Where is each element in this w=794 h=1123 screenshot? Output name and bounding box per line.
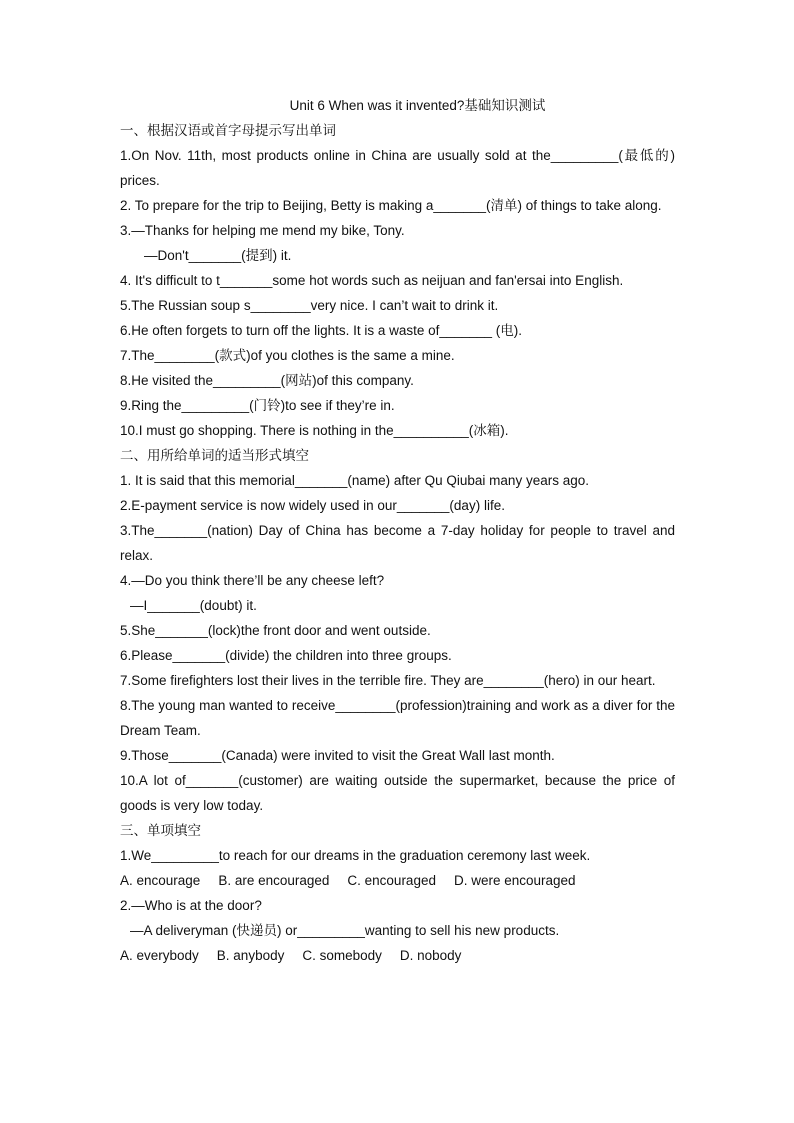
s3-q1-options [120,868,675,893]
page-title: Unit 6 When was it invented?基础知识测试 [289,98,546,113]
s2-item-7: 7.Some firefighters lost their lives in the terrible fire. They are________(hero) in our heart. [120,673,656,688]
section-3-heading: 三、单项填空 [120,823,201,838]
s1-item-3: 3.—Thanks for helping me mend my bike, Tony. [120,223,405,238]
s2-item-3: 3.The_______(nation) Day of China has become a 7-day holiday for people to travel and relax. [120,523,675,563]
s1-item-4: 4. It's difficult to t_______some hot words such as neijuan and fan'ersai into English. [120,273,624,288]
section-1-heading: 一、根据汉语或首字母提示写出单词 [120,123,336,138]
s1-item-2: 2. To prepare for the trip to Beijing, Betty is making a_______(清单) of things to take along. [120,198,662,213]
s1-item-8: 8.He visited the_________(网站)of this company. [120,373,414,388]
s3-q1-option-c: C. encouraged [347,873,436,888]
s2-item-9: 9.Those_______(Canada) were invited to visit the Great Wall last month. [120,748,555,763]
s3-q1-option-a: A. encourage [120,873,201,888]
s3-q2-stem: 2.—Who is at the door? [120,898,262,913]
s2-item-2: 2.E-payment service is now widely used in our_______(day) life. [120,498,505,513]
s3-q2-options [120,943,675,968]
s2-item-5: 5.She_______(lock)the front door and went outside. [120,623,431,638]
s2-item-1: 1. It is said that this memorial_______(name) after Qu Qiubai many years ago. [120,473,589,488]
s2-item-6: 6.Please_______(divide) the children into three groups. [120,648,452,663]
s2-item-10: 10.A lot of_______(customer) are waiting outside the supermarket, because the price of goods is very low today. [120,773,675,813]
section-2-heading: 二、用所给单词的适当形式填空 [120,448,309,463]
s3-q1-option-d: D. were encouraged [453,873,576,888]
s3-q2-option-b: B. anybody [216,948,285,963]
s1-item-6: 6.He often forgets to turn off the lights. It is a waste of_______ (电). [120,323,522,338]
s3-q2-option-d: D. nobody [399,948,462,963]
s3-q2-option-c: C. somebody [302,948,382,963]
s3-q2-option-a: A. everybody [120,948,199,963]
s1-item-7: 7.The________(款式)of you clothes is the same a mine. [120,348,455,363]
s2-item-8: 8.The young man wanted to receive________(profession)training and work as a diver for the Dream Team. [120,698,675,738]
s3-q1-stem: 1.We_________to reach for our dreams in the graduation ceremony last week. [120,848,591,863]
s1-item-9: 9.Ring the_________(门铃)to see if they’re in. [120,398,395,413]
s1-item-3-reply: —Don't_______(提到) it. [144,248,292,263]
s1-item-10: 10.I must go shopping. There is nothing in the__________(冰箱). [120,423,509,438]
s2-item-4: 4.—Do you think there’ll be any cheese left? [120,573,385,588]
s1-item-1: 1.On Nov. 11th, most products online in China are usually sold at the_________(最低的) prices. [120,148,675,188]
worksheet [120,94,675,968]
s3-q1-option-b: B. are encouraged [218,873,330,888]
s1-item-5: 5.The Russian soup s________very nice. I can’t wait to drink it. [120,298,499,313]
s3-q2-reply: —A deliveryman (快递员) or_________wanting to sell his new products. [130,923,560,938]
s2-item-4-reply: —I_______(doubt) it. [130,598,257,613]
